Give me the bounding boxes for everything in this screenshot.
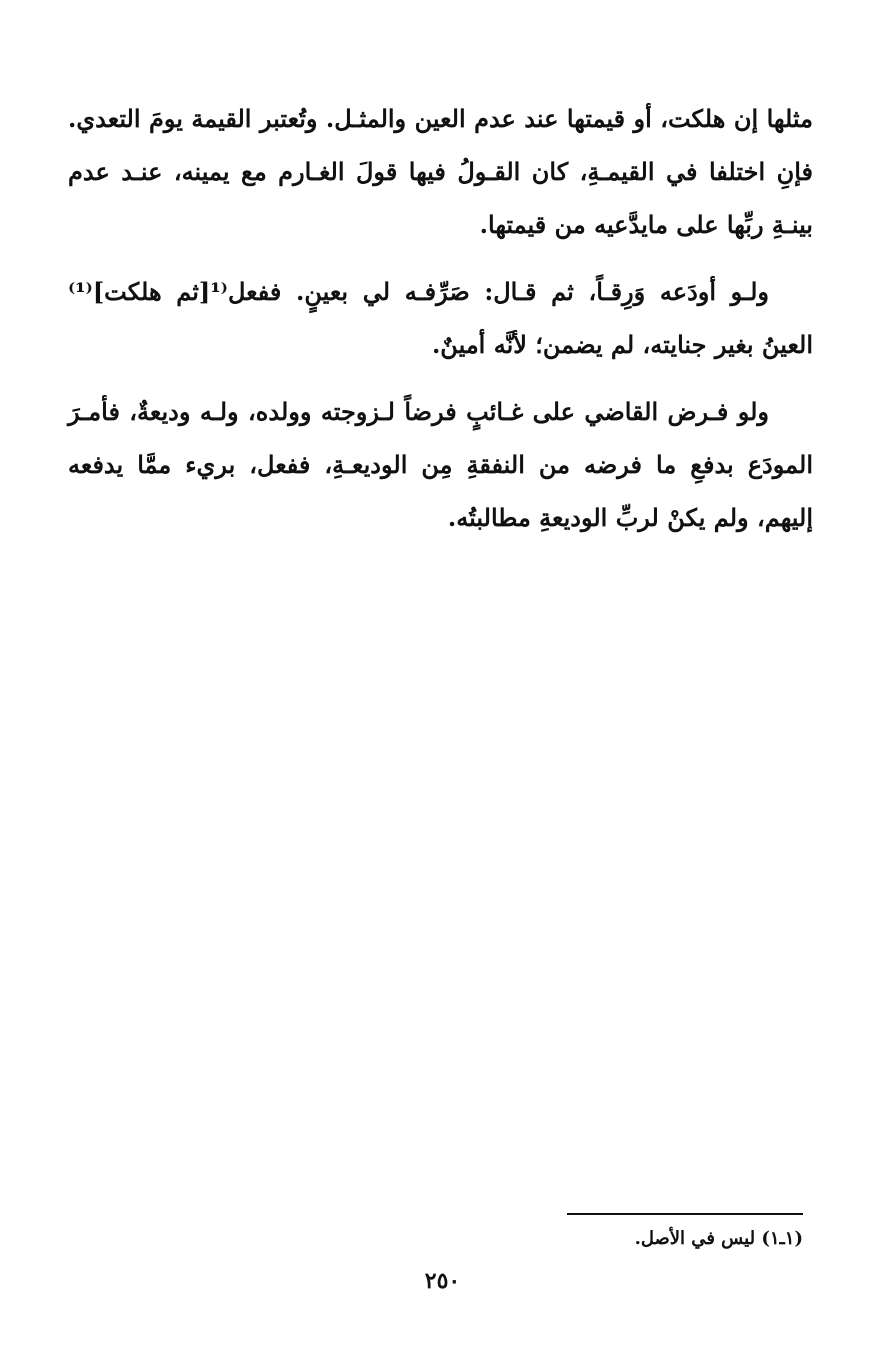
main-text xyxy=(68,92,813,558)
paragraph-1: مثلها إن هلكت، أو قيمتها عند عدم العين والمثـل. وتُعتبر القيمة يومَ التعدي. فإنِ اختلفا في القيمـةِ، كان القـولُ فيها قولَ الغـارم مع يمينه، عنـد عدم بينـةِ ربِّها على مايدَّعيه من قيمتها. xyxy=(68,104,813,239)
footnote: (١ـ١) ليس في الأصل. xyxy=(634,1228,803,1249)
page-number: ٢٥٠ xyxy=(424,1268,461,1294)
paragraph-3: ولو فـرض القاضي على غـائبٍ فرضاً لـزوجته وولده، ولـه وديعةٌ، فأمـرَ المودَع بدفعِ ما فرضه من النفقةِ مِن الوديعـةِ، ففعل، بريء ممَّا يدفعه إليهم، ولم يكنْ لربِّ الوديعةِ مطالبتُه. xyxy=(68,397,813,532)
footnote-separator xyxy=(567,1213,803,1215)
paragraph-2: ولـو أودَعه وَرِقـاً، ثم قـال: صَرِّفـه لي بعينٍ. ففعل⁽¹[ثم هلكت]⁽¹⁾ العينُ بغير جنايته، لم يضمن؛ لأنَّه أمينٌ. xyxy=(68,277,813,359)
